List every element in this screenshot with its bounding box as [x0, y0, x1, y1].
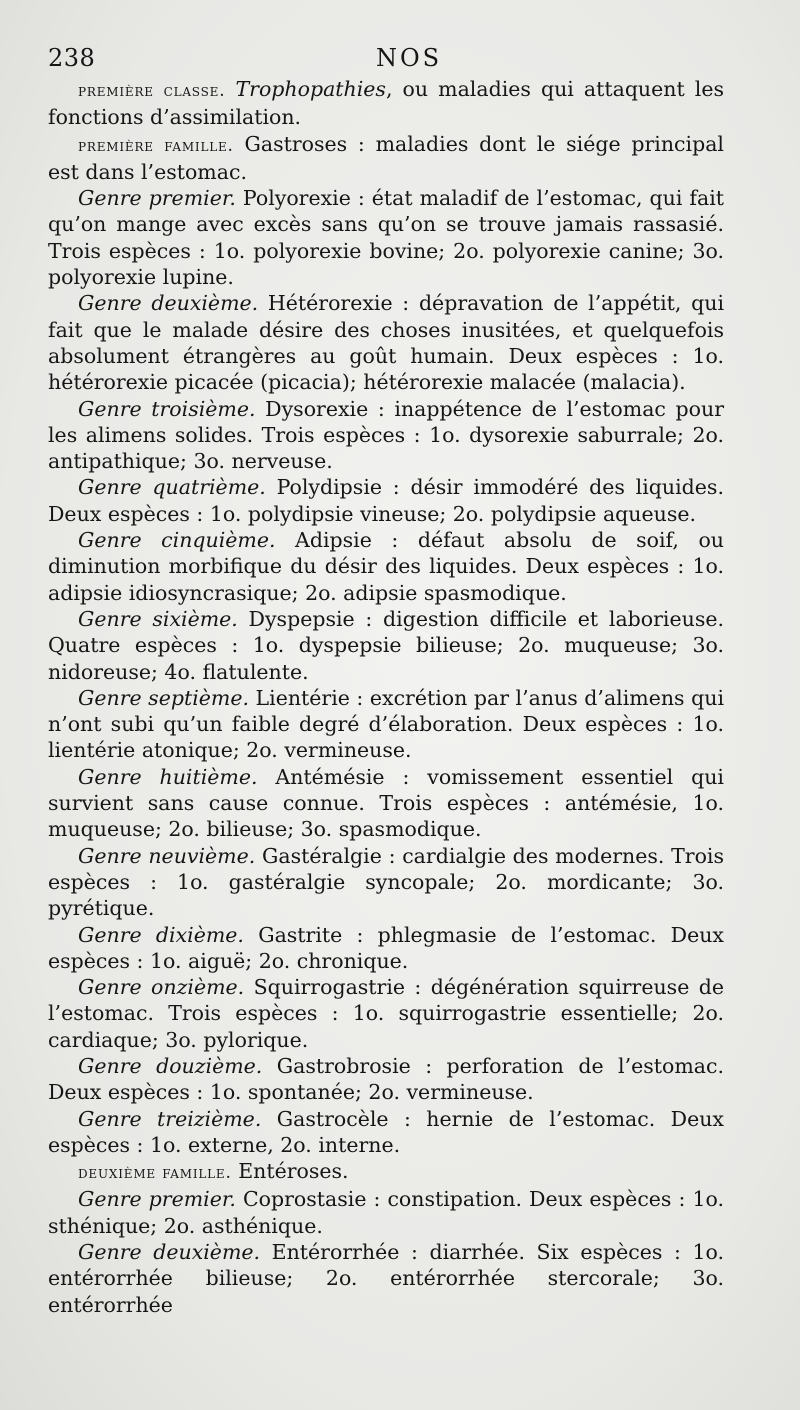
genre-paragraph	[48, 1239, 724, 1318]
genre-label: Genre onzième.	[78, 975, 245, 1000]
paragraph-text: Gastéralgie : cardialgie des modernes. Trois espèces : 1o. gastéralgie syncopale; 2o. mordicante; 3o. pyrétique.	[48, 843, 724, 921]
section-heading: première classe.	[78, 81, 226, 101]
genre-paragraph	[48, 290, 724, 395]
genre-label: Genre troisième.	[78, 396, 256, 421]
genre-paragraph	[48, 685, 724, 764]
section-heading: première famille.	[78, 135, 234, 156]
genre-label: Genre huitième.	[78, 764, 258, 789]
genre-paragraph	[48, 474, 724, 527]
running-title: NOS	[375, 44, 443, 72]
genre-label: Genre deuxième.	[78, 291, 259, 316]
genre-paragraph	[48, 396, 724, 475]
paragraph-text: Entérorrhée : diarrhée. Six espèces : 1o. entérorrhée bilieuse; 2o. entérorrhée stercorale; 3o. entérorrhée	[48, 1240, 724, 1317]
genre-paragraph	[48, 606, 724, 685]
paragraph-text: Antémésie : vomissement essentiel qui survient sans cause connue. Trois espèces : antémésie, 1o. muqueuse; 2o. bilieuse; 3o. spasmodique.	[48, 764, 724, 842]
genre-paragraph	[48, 1053, 724, 1106]
body-text	[48, 76, 724, 1318]
paragraph-text: Gastrocèle : hernie de l’estomac. Deux espèces : 1o. externe, 2o. interne.	[48, 1106, 724, 1157]
genre-label: Genre treizième.	[78, 1106, 262, 1131]
paragraph-text: , ou maladies qui attaquent les fonctions d’assimilation.	[48, 77, 724, 130]
paragraph-text: Hétérorexie : dépravation de l’appétit, qui fait que le malade désire des choses inusitées, et quelquefois absolument étrangères au goût humain. Deux espèces : 1o. hétérorexie picacée (picacia); hétérorexie malacée (malacia).	[48, 291, 724, 395]
genre-paragraph	[48, 974, 724, 1053]
paragraph-text: Squirrogastrie : dégénération squirreuse de l’estomac. Trois espèces : 1o. squirrogastrie essentielle; 2o. cardiaque; 3o. pylorique.	[48, 975, 724, 1052]
section-paragraph	[48, 1158, 724, 1186]
genre-label: Genre sixième.	[78, 606, 238, 631]
paragraph-text: Gastroses : maladies dont le siége principal est dans l’estomac.	[48, 131, 724, 184]
paragraph-text: Gastrobrosie : perforation de l’estomac. Deux espèces : 1o. spontanée; 2o. vermineuse.	[48, 1053, 724, 1105]
paragraph-text: Lientérie : excrétion par l’anus d’alimens qui n’ont subi qu’un faible degré d’élaboration. Deux espèces : 1o. lientérie atonique; 2o. vermineuse.	[48, 685, 724, 763]
paragraph-text: Dysorexie : inappétence de l’estomac pour les alimens solides. Trois espèces : 1o. dysorexie saburrale; 2o. antipathique; 3o. nerveuse.	[48, 396, 724, 474]
genre-paragraph	[48, 843, 724, 922]
genre-paragraph	[48, 527, 724, 606]
genre-label: Genre quatrième.	[78, 475, 266, 500]
genre-label: Genre neuvième.	[78, 843, 256, 868]
section-paragraph	[48, 76, 724, 131]
genre-label: Genre dixième.	[78, 922, 244, 947]
paragraph-text: Polydipsie : désir immodéré des liquides. Deux espèces : 1o. polydipsie vineuse; 2o. polydipsie aqueuse.	[48, 475, 724, 526]
section-heading: deuxième famille.	[78, 1163, 232, 1184]
genre-paragraph	[48, 1106, 724, 1159]
paragraph-text: Adipsie : défaut absolu de soif, ou diminution morbifique du désir des liquides. Deux espèces : 1o. adipsie idiosyncrasique; 2o. adipsie spasmodique.	[48, 528, 724, 605]
genre-label: Genre douzième.	[78, 1053, 263, 1078]
class-title: Trophopathies	[235, 77, 386, 101]
genre-paragraph	[48, 1186, 724, 1239]
paragraph-text: Coprostasie : constipation. Deux espèces : 1o. sthénique; 2o. asthénique.	[48, 1187, 724, 1238]
genre-label: Genre deuxième.	[78, 1240, 261, 1265]
section-paragraph	[48, 131, 724, 186]
page-header	[48, 44, 770, 76]
paragraph-text: Polyorexie : état maladif de l’estomac, qui fait qu’on mange avec excès sans qu’on se trouve jamais rassasié. Trois espèces : 1o. polyorexie bovine; 2o. polyorexie canine; 3o. polyorexie lupine.	[48, 186, 724, 290]
genre-label: Genre premier.	[78, 186, 236, 211]
page-number: 238	[48, 44, 96, 72]
paragraph-text: Entéroses.	[238, 1159, 349, 1184]
genre-label: Genre premier.	[78, 1187, 236, 1212]
genre-paragraph	[48, 922, 724, 975]
paragraph-text: Dyspepsie : digestion difficile et laborieuse. Quatre espèces : 1o. dyspepsie bilieuse; 2o. muqueuse; 3o. nidoreuse; 4o. flatulente.	[48, 606, 724, 684]
genre-label: Genre septième.	[78, 685, 249, 710]
genre-paragraph	[48, 185, 724, 290]
genre-label: Genre cinquième.	[78, 528, 276, 553]
paragraph-text: Gastrite : phlegmasie de l’estomac. Deux espèces : 1o. aiguë; 2o. chronique.	[48, 922, 724, 973]
genre-paragraph	[48, 764, 724, 843]
